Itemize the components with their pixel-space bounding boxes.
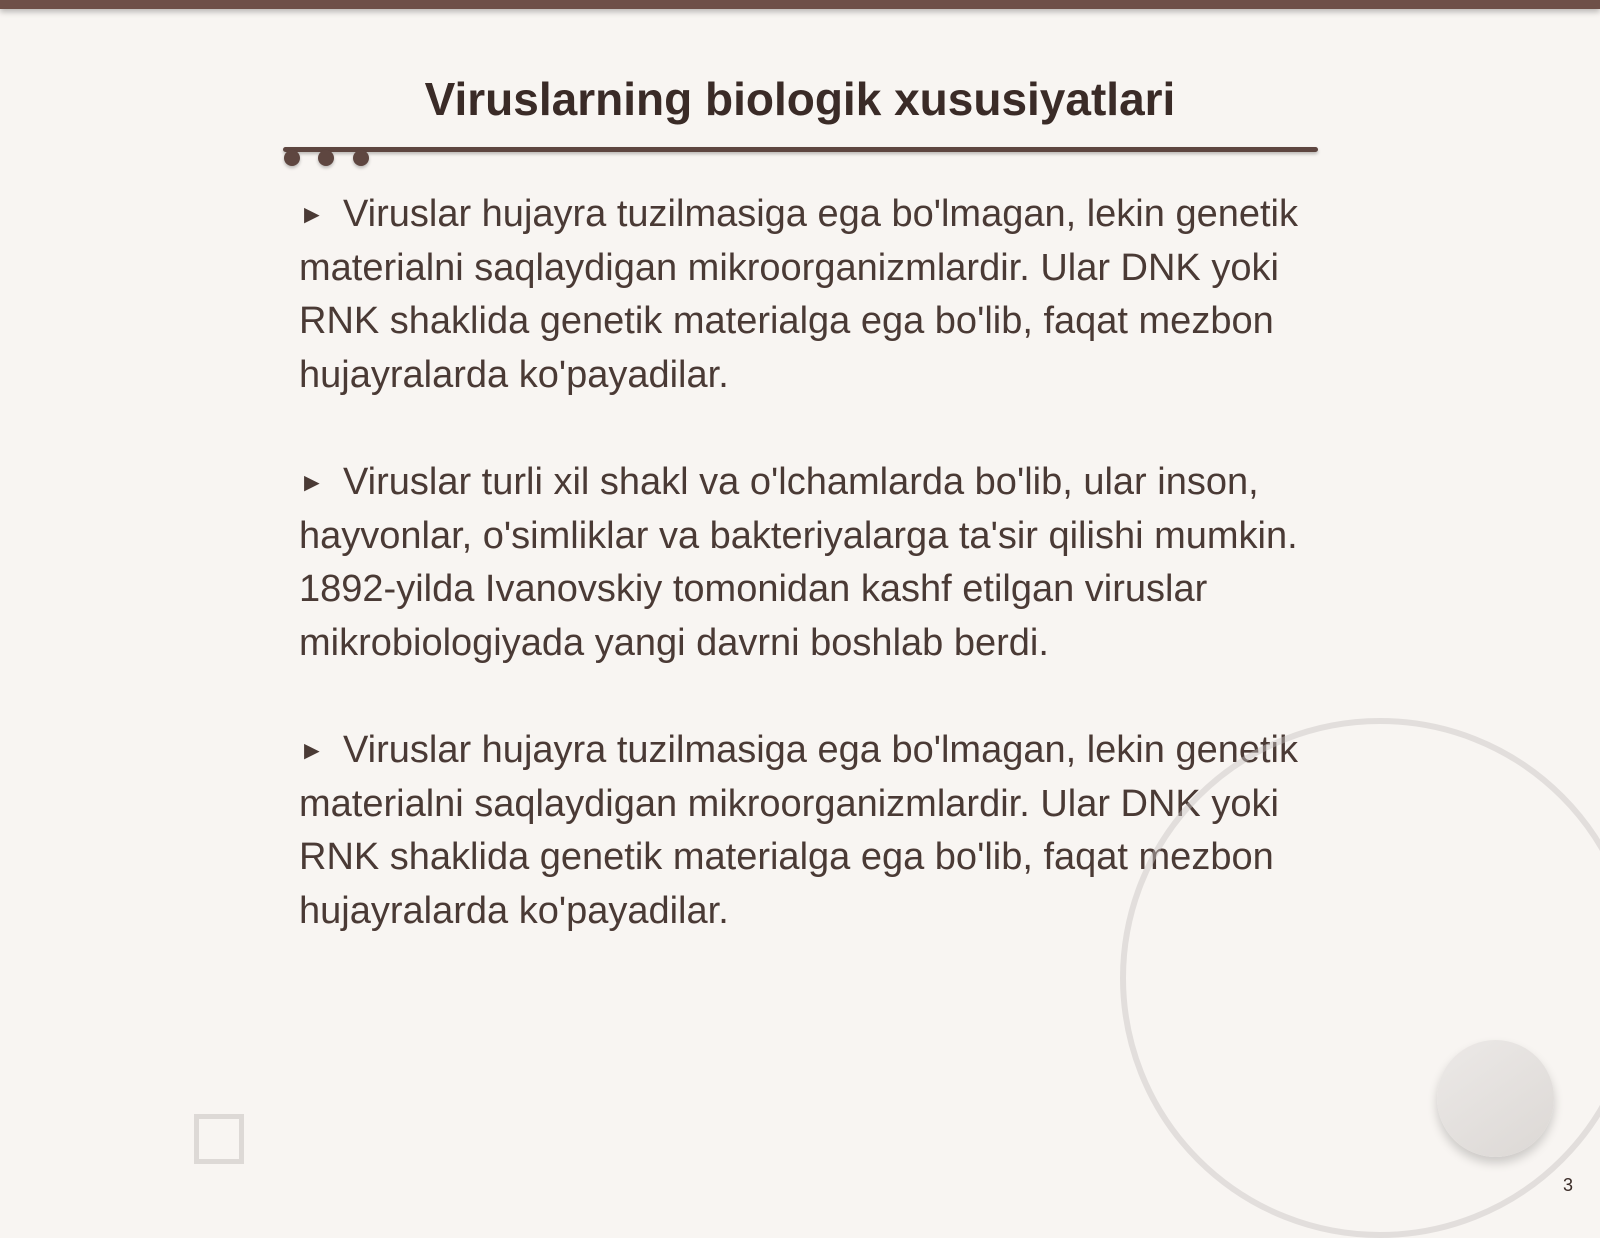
slide-title: Viruslarning biologik xususiyatlari — [424, 73, 1176, 125]
bullet-text: Viruslar turli xil shakl va o'lchamlarda bo'lib, ular inson, hayvonlar, o'simliklar va bakteriyalarga ta'sir qilishi mumkin. 1892-yilda Ivanovskiy tomonidan kashf etilgan viruslar mikrobiologiyada yangi davrni boshlab berdi. — [299, 461, 1298, 664]
top-accent-bar — [0, 0, 1600, 9]
triangle-bullet-icon: ► — [299, 199, 325, 229]
bullet-item — [299, 456, 1319, 670]
triangle-bullet-icon: ► — [299, 467, 325, 497]
bullet-text: Viruslar hujayra tuzilmasiga ega bo'lmagan, lekin genetik materialni saqlaydigan mikroorganizmlardir. Ular DNK yoki RNK shaklida genetik materialga ega bo'lib, faqat mezbon hujayralarda ko'payadilar. — [299, 193, 1298, 396]
triangle-bullet-icon: ► — [299, 735, 325, 765]
decorative-dot — [353, 150, 369, 166]
decorative-dot — [284, 150, 300, 166]
decorative-dot — [318, 150, 334, 166]
decorative-square — [194, 1114, 244, 1164]
title-underline — [283, 147, 1318, 152]
bullet-list — [299, 188, 1319, 992]
bullet-text: Viruslar hujayra tuzilmasiga ega bo'lmagan, lekin genetik materialni saqlaydigan mikroorganizmlardir. Ular DNK yoki RNK shaklida genetik materialga ega bo'lib, faqat mezbon hujayralarda ko'payadilar. — [299, 729, 1298, 932]
bullet-item — [299, 724, 1319, 938]
bullet-item — [299, 188, 1319, 402]
decorative-circle — [1437, 1040, 1554, 1157]
page-number: 3 — [1562, 1175, 1573, 1195]
